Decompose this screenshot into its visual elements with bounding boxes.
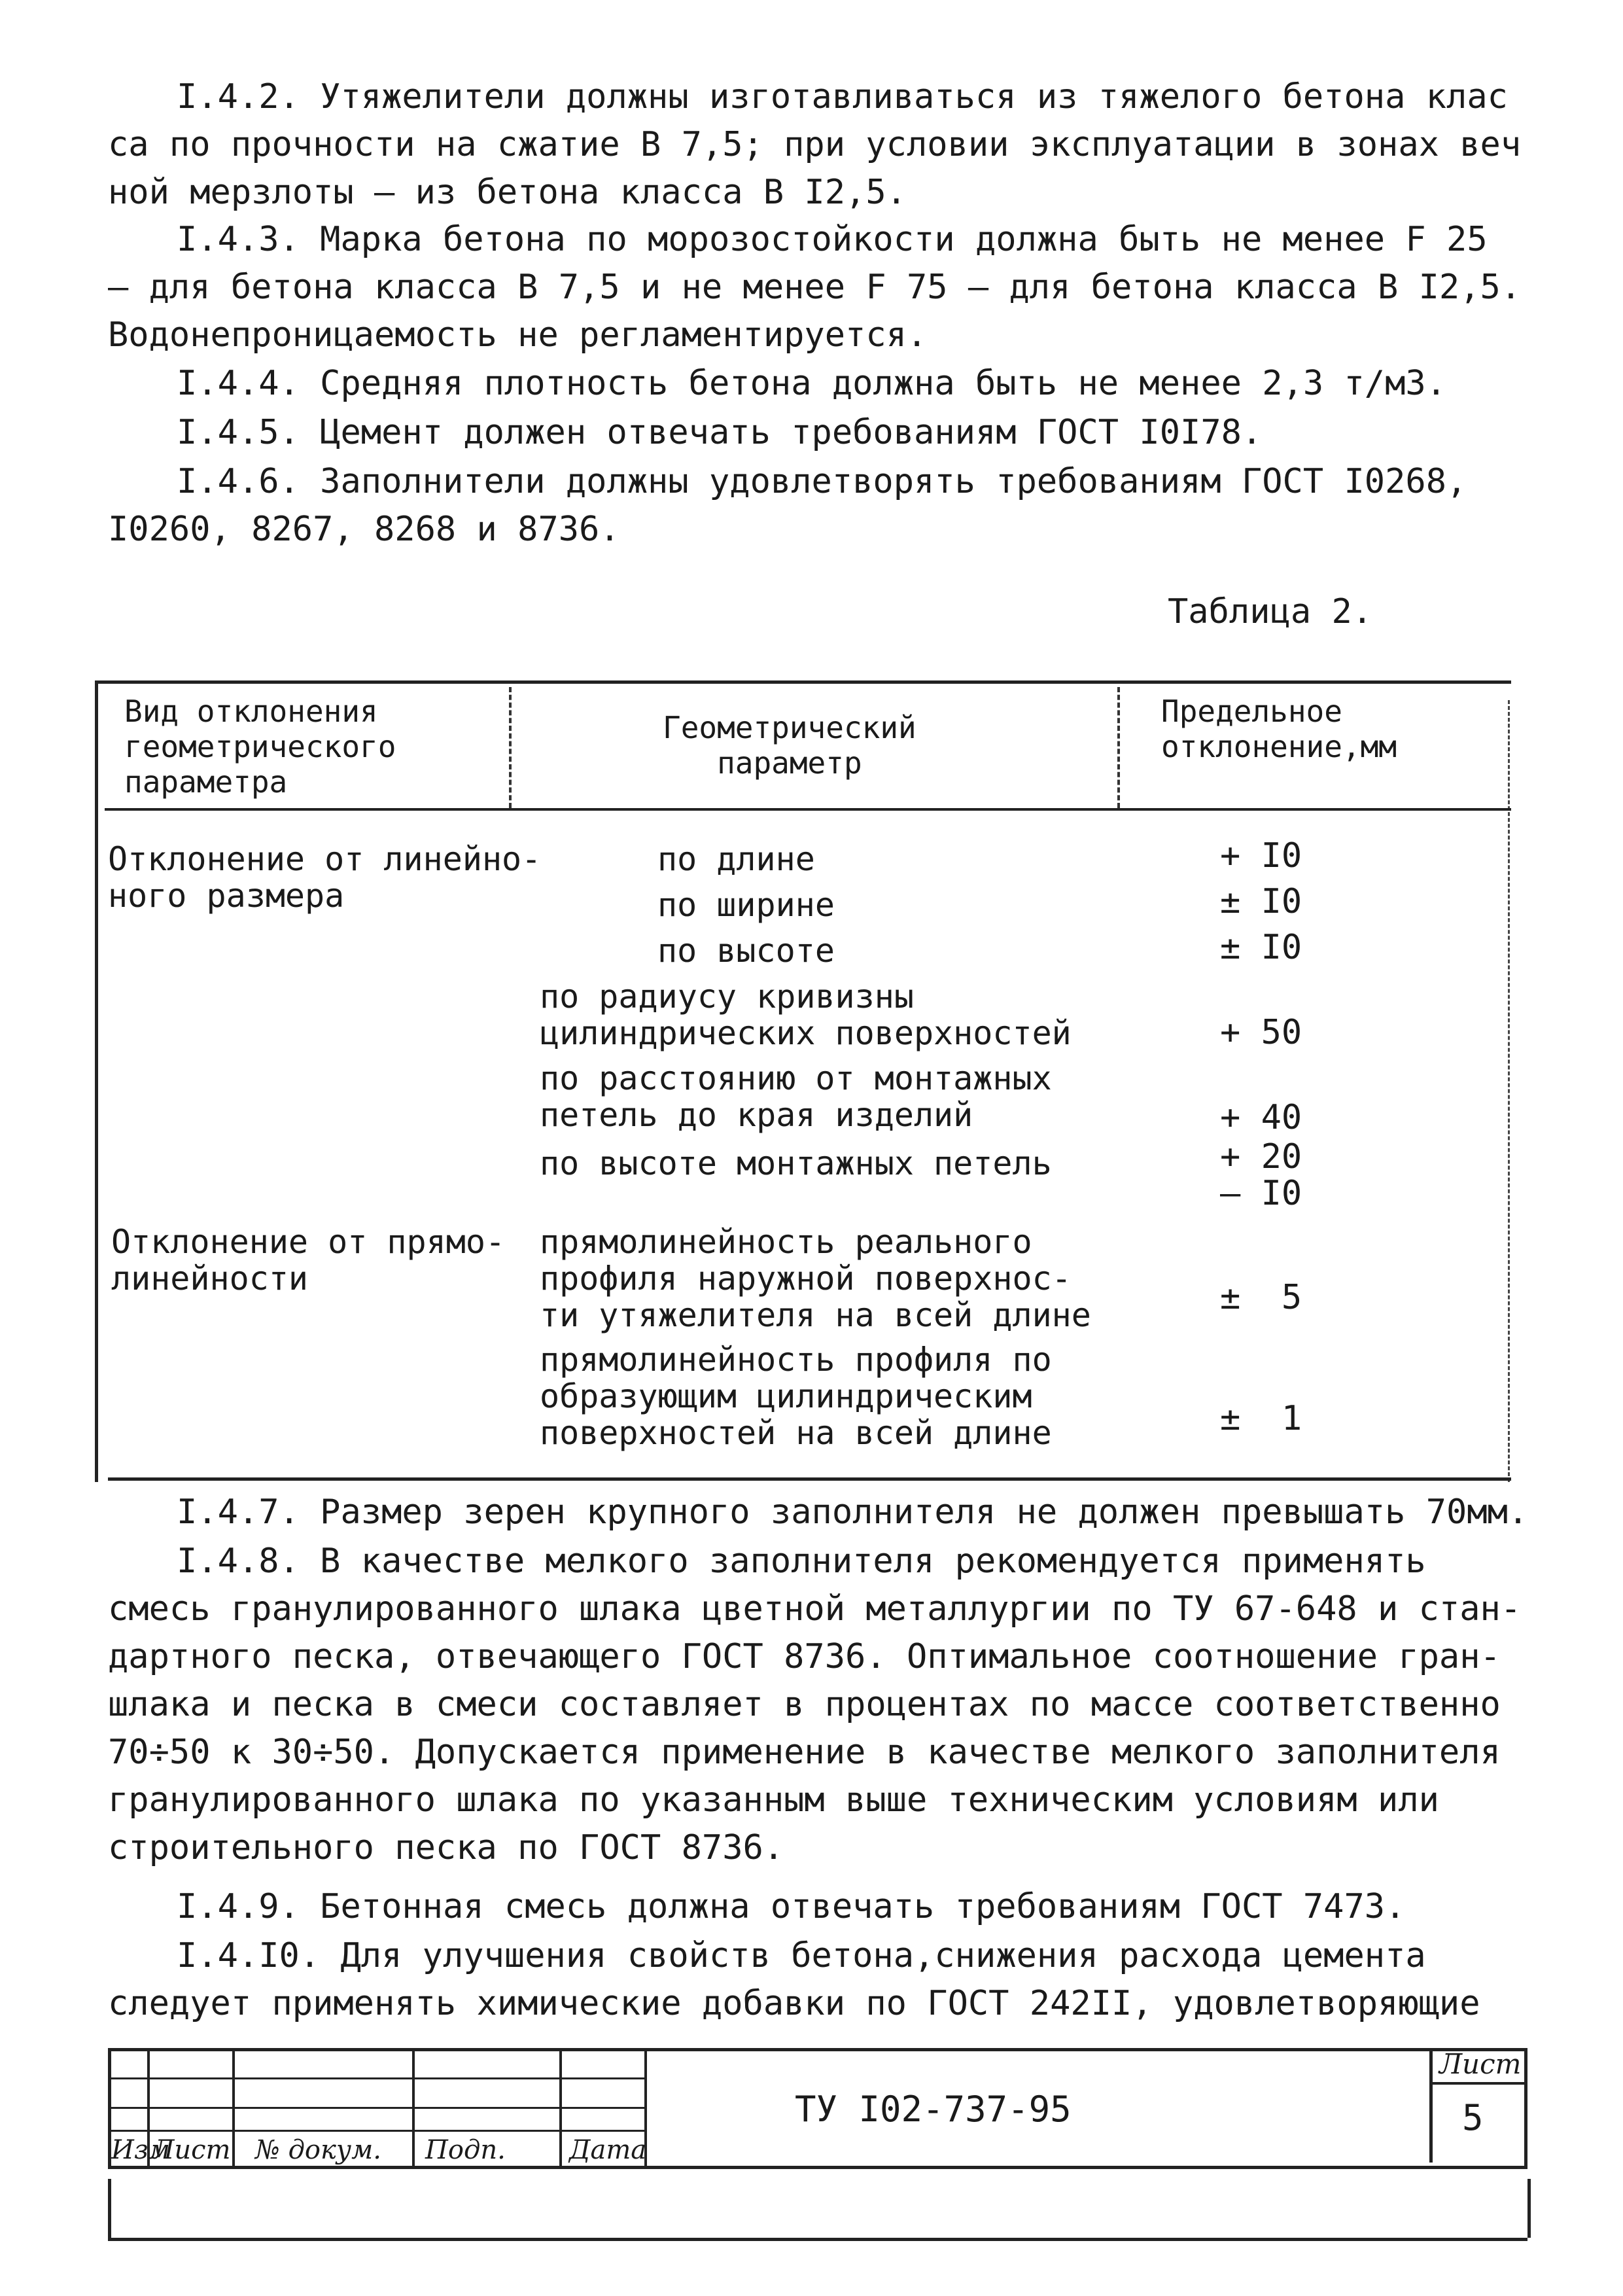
paragraph-1-4-4	[108, 360, 1501, 408]
text-line: I.4.2. Утяжелители должны изготавливаться из тяжелого бетона клас	[177, 77, 1508, 116]
text-line: I.4.I0. Для улучшения свойств бетона,снижения расхода цемента	[177, 1936, 1426, 1975]
footer-frame-edge	[1527, 2179, 1531, 2238]
text-line: I0260, 8267, 8268 и 8736.	[108, 510, 620, 549]
table-title: Таблица 2.	[1168, 592, 1373, 631]
table-cell-value: + 50	[1220, 1013, 1302, 1052]
text-line: I.4.9. Бетонная смесь должна отвечать требованиям ГОСТ 7473.	[177, 1887, 1406, 1926]
document-code: ТУ I02-737-95	[795, 2089, 1072, 2130]
title-block-stamp	[108, 2048, 1527, 2169]
text-line: следует применять химические добавки по ГОСТ 242II, удовлетворяющие	[108, 1984, 1480, 2023]
table-cell-value: ± 1	[1220, 1399, 1302, 1438]
table-border	[1508, 700, 1510, 1482]
text-line: шлака и песка в смеси составляет в процентах по массе соответственно	[108, 1685, 1501, 1724]
sheet-separator	[1429, 2082, 1524, 2085]
stamp-grid-line	[108, 2107, 644, 2109]
table-border	[108, 1477, 1511, 1481]
table-cell-value: + 40	[1220, 1098, 1302, 1137]
text-line: Водонепроницаемость не регламентируется.	[108, 315, 928, 355]
table-cell-param: по ширине	[657, 886, 835, 924]
sheet-number: 5	[1462, 2097, 1484, 2138]
paragraph-1-4-8	[108, 1538, 1522, 1872]
table-cell-param: по длине	[657, 840, 815, 878]
table-cell-param: прямолинейность профиля по образующим цилиндрическим поверхностей на всей длине	[540, 1341, 1052, 1452]
text-line: строительного песка по ГОСТ 8736.	[108, 1828, 784, 1867]
table-cell-value: ± 5	[1220, 1278, 1302, 1317]
paragraph-1-4-6	[108, 458, 1501, 554]
text-line: I.4.6. Заполнители должны удовлетворять требованиям ГОСТ I0268,	[177, 462, 1467, 501]
table-cell-value: + 20 – I0	[1220, 1137, 1302, 1213]
table-cell-param: по радиусу кривизны цилиндрических поверхностей	[540, 978, 1072, 1052]
text-line: I.4.8. В качестве мелкого заполнителя рекомендуется применять	[177, 1542, 1426, 1581]
paragraph-1-4-5	[108, 409, 1501, 457]
table-cell-param: прямолинейность реального профиля наружной поверхнос- ти утяжелителя на всей длине	[540, 1223, 1091, 1334]
stamp-grid-line	[108, 2077, 644, 2079]
column-divider	[509, 687, 512, 808]
row-group-linear: Отклонение от линейно- ного размера	[108, 840, 542, 915]
table-border	[105, 808, 1511, 811]
table-cell-param: по расстоянию от монтажных петель до края изделий	[540, 1059, 1052, 1134]
stamp-label-doc-number: № докум.	[255, 2135, 381, 2165]
text-line: смесь гранулированного шлака цветной металлургии по ТУ 67-648 и стан-	[108, 1589, 1522, 1629]
table-cell-value: ± I0	[1220, 928, 1302, 967]
paragraph-1-4-3	[108, 216, 1522, 359]
text-line: I.4.7. Размер зерен крупного заполнителя не должен превышать 70мм.	[177, 1492, 1529, 1532]
paragraph-1-4-10	[108, 1932, 1501, 2028]
table-cell-param: по высоте монтажных петель	[540, 1144, 1052, 1182]
row-group-straightness: Отклонение от прямо- линейности	[111, 1223, 506, 1298]
text-line: I.4.5. Цемент должен отвечать требованиям ГОСТ I0I78.	[177, 413, 1263, 452]
text-line: са по прочности на сжатие В 7,5; при условии эксплуатации в зонах веч	[108, 125, 1522, 164]
paragraph-1-4-2	[108, 73, 1522, 217]
stamp-label-signature: Подп.	[425, 2135, 506, 2165]
table-cell-value: ± I0	[1220, 882, 1302, 921]
sheet-label: Лист	[1439, 2048, 1522, 2080]
stamp-grid-line	[108, 2130, 644, 2132]
text-line: ной мерзлоты – из бетона класса В I2,5.	[108, 173, 907, 212]
paragraph-1-4-9	[108, 1883, 1501, 1931]
stamp-label-change: Изм	[111, 2135, 170, 2165]
footer-frame	[108, 2179, 1527, 2241]
stamp-label-date: Дата	[569, 2135, 647, 2165]
text-line: I.4.3. Марка бетона по морозостойкости должна быть не менее F 25	[177, 220, 1488, 259]
column-header-deviation-type: Вид отклонения геометрического параметра	[124, 694, 396, 800]
column-header-limit: Предельное отклонение,мм	[1161, 694, 1397, 764]
table-border	[95, 680, 1511, 684]
column-header-parameter: Геометрический параметр	[663, 710, 916, 781]
deviation-table	[95, 680, 1511, 1482]
text-line: I.4.4. Средняя плотность бетона должна быть не менее 2,3 т/м3.	[177, 364, 1447, 403]
text-line: гранулированного шлака по указанным выше техническим условиям или	[108, 1780, 1439, 1820]
text-line: 70÷50 к 30÷50. Допускается применение в качестве мелкого заполнителя	[108, 1733, 1501, 1772]
text-line: дартного песка, отвечающего ГОСТ 8736. Оптимальное соотношение гран-	[108, 1637, 1501, 1676]
column-divider	[1117, 687, 1120, 808]
table-cell-value: + I0	[1220, 836, 1302, 875]
stamp-label-sheet: Лист	[152, 2135, 231, 2165]
paragraph-1-4-7	[108, 1489, 1529, 1536]
table-border	[95, 680, 98, 1482]
text-line: – для бетона класса В 7,5 и не менее F 75 – для бетона класса В I2,5.	[108, 268, 1522, 307]
table-cell-param: по высоте	[657, 932, 835, 970]
